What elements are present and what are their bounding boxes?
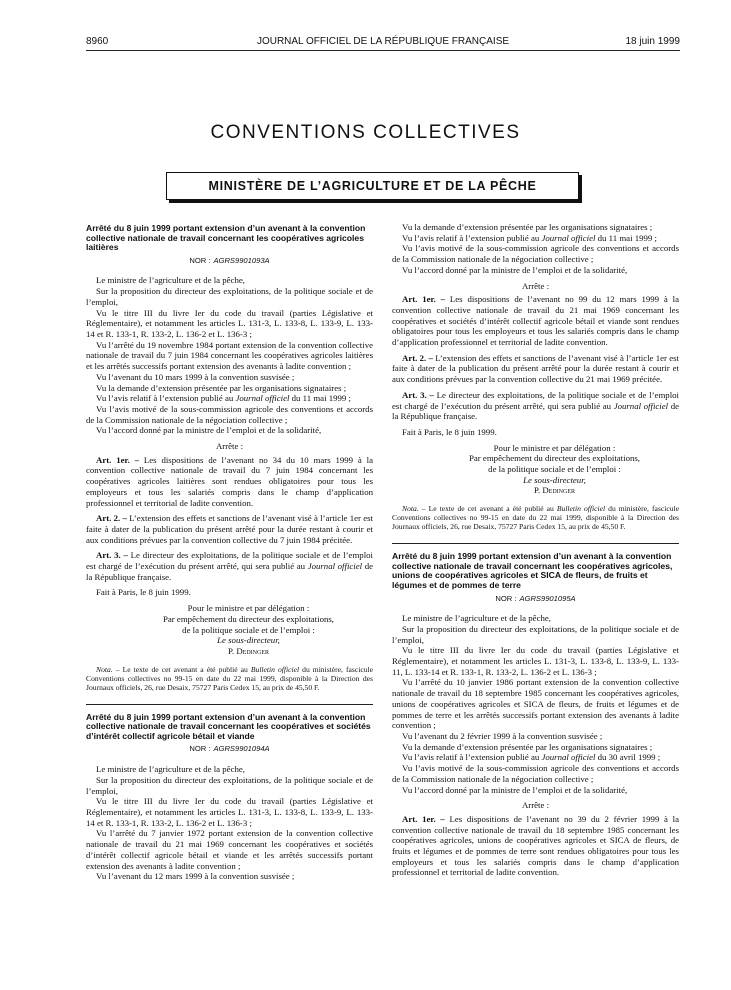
signature-line: de la politique sociale et de l’emploi : bbox=[182, 624, 315, 635]
decree-separator bbox=[392, 543, 679, 544]
left-column bbox=[86, 222, 373, 882]
paragraph: Vu la demande d’extension présentée par les organisations signataires ; bbox=[402, 222, 653, 232]
nor-reference-2: NOR : AGRS9901094A bbox=[189, 744, 270, 754]
paragraph: Vu l’avenant du 2 février 1999 à la convention susvisée ; bbox=[402, 730, 603, 741]
paragraph: Le ministre de l’agriculture et de la pêche, bbox=[96, 764, 245, 775]
paragraph: Le ministre de l’agriculture et de la pêche, bbox=[402, 613, 551, 624]
paragraph: Vu l’avis motivé de la sous-commission agricole des conventions et accords de la Commission nationale de la négociation collective ; bbox=[392, 243, 679, 265]
article-1: Art. 1er. – Les dispositions de l’avenant no 34 du 10 mars 1999 à la convention collective nationale de travail du 7 juin 1984 concernant les coopératives agricoles laitières sont rendues obligatoires pour tous les employeurs et tous les salariés compris dans le champ d’application professionnel et territorial de ladite convention. bbox=[86, 454, 373, 508]
signature-line: de la politique sociale et de l’emploi : bbox=[488, 464, 621, 475]
header-rule bbox=[86, 50, 680, 51]
paragraph: Vu l’arrêté du 7 janvier 1972 portant extension de la convention collective nationale de travail du 21 mai 1969 concernant les coopératives et sociétés d’intérêt collectif agricole bétail et viande et les arrêtés successifs portant extension des avenants à ladite convention ; bbox=[86, 828, 373, 871]
signatory-name: P. Dedinger bbox=[534, 485, 575, 496]
nor-reference-3: NOR : AGRS9901095A bbox=[495, 593, 576, 603]
signature-line: Pour le ministre et par délégation : bbox=[187, 603, 310, 614]
decree-title-2: Arrêté du 8 juin 1999 portant extension d’un avenant à la convention collective nationale de travail concernant les coopératives et sociétés d’intérêt collectif agricole bétail et viande bbox=[86, 711, 371, 741]
paragraph: Vu l’avis relatif à l’extension publié au Journal officiel du 11 mai 1999 ; bbox=[402, 232, 657, 243]
page-header bbox=[86, 34, 680, 48]
paragraph: Vu la demande d’extension présentée par les organisations signataires ; bbox=[96, 382, 347, 393]
arrete-heading: Arrête : bbox=[521, 280, 550, 291]
signature-line: Par empêchement du directeur des exploitations, bbox=[163, 613, 334, 624]
section-title: CONVENTIONS COLLECTIVES bbox=[210, 122, 521, 143]
paragraph: Vu l’arrêté du 19 novembre 1984 portant extension de la convention collective nationale de travail du 7 juin 1984 concernant les coopératives agricoles laitières et les arrêtés successifs portant extension des avenants à ladite convention ; bbox=[86, 339, 373, 372]
paragraph: Sur la proposition du directeur des exploitations, de la politique sociale et de l’emploi, bbox=[392, 623, 679, 645]
nor-reference-1: NOR : AGRS9901093A bbox=[189, 255, 270, 265]
paragraph: Sur la proposition du directeur des exploitations, de la politique sociale et de l’emploi, bbox=[86, 774, 373, 796]
paragraph: Vu l’accord donné par la ministre de l’emploi et de la solidarité, bbox=[402, 264, 628, 275]
ministry-box: MINISTÈRE DE L’AGRICULTURE ET DE LA PÊCHE bbox=[166, 172, 579, 200]
place-date: Fait à Paris, le 8 juin 1999. bbox=[402, 426, 497, 437]
paragraph: Vu l’avis motivé de la sous-commission agricole des conventions et accords de la Commission nationale de la négociation collective ; bbox=[392, 763, 679, 784]
paragraph: Le ministre de l’agriculture et de la pêche, bbox=[96, 275, 245, 286]
arrete-heading: Arrête : bbox=[215, 441, 244, 452]
paragraph: Vu l’avis motivé de la sous-commission agricole des conventions et accords de la Commission nationale de la négociation collective ; bbox=[86, 403, 373, 425]
paragraph: Sur la proposition du directeur des exploitations, de la politique sociale et de l’emploi, bbox=[86, 286, 373, 307]
paragraph: Vu le titre III du livre Ier du code du travail (parties Législative et Réglementaire), et notamment les articles L. 131-3, L. 133-8, L. 133-9, L. 133-14 et R. 133-1, R. 133-2, L. 136-2 et L. 136-3 ; bbox=[86, 307, 373, 339]
article-2: Art. 2. – L’extension des effets et sanctions de l’avenant visé à l’article 1er est faite à dater de la publication du présent arrêté pour la durée restant à courir et aux conditions prévues par la convention collective du 21 mai 1969 précitée. bbox=[392, 352, 680, 385]
paragraph: Vu l’accord donné par la ministre de l’emploi et de la solidarité, bbox=[96, 425, 322, 436]
paragraph: Vu l’avis relatif à l’extension publié au Journal officiel du 11 mai 1999 ; bbox=[96, 393, 351, 404]
nota: Nota. – Le texte de cet avenant a été publié au Bulletin officiel du ministère, fascicule Conventions collectives no 99-15 en date du 22 mai 1999, disponible à la Direction des Journaux officiels, 26, rue Desaix, 75727 Paris Cedex 15, au prix de 45,50 F. bbox=[86, 664, 373, 692]
paragraph: Vu le titre III du livre Ier du code du travail (parties Législative et Réglementaire), et notamment les articles L. 131-3, L. 133-8, L. 133-9, L. 133-11, L. 133-14 et R. 133-1, R. 133-2, L. 136-2 et L. 136-3 ; bbox=[392, 645, 679, 677]
right-column bbox=[392, 222, 679, 878]
signature-line: Par empêchement du directeur des exploitations, bbox=[469, 453, 640, 464]
place-date: Fait à Paris, le 8 juin 1999. bbox=[96, 587, 191, 598]
paragraph: Vu l’avenant du 12 mars 1999 à la convention susvisée ; bbox=[96, 871, 295, 882]
nota: Nota. – Le texte de cet avenant a été publié au Bulletin officiel du ministère, fascicule Conventions collectives no 99-15 en date du 22 mai 1999, disponible à la Direction des Journaux officiels, 26, rue Desaix, 75727 Paris Cedex 15, au prix de 45,50 F. bbox=[392, 504, 679, 532]
signatory-name: P. Dedinger bbox=[228, 645, 269, 656]
arrete-heading: Arrête : bbox=[521, 800, 550, 811]
paragraph: Vu l’avenant du 10 mars 1999 à la convention susvisée ; bbox=[96, 371, 295, 382]
signature-line: Pour le ministre et par délégation : bbox=[493, 442, 616, 453]
issue-date: 18 juin 1999 bbox=[625, 35, 680, 47]
article-3: Art. 3. – Le directeur des exploitations, de la politique sociale et de l’emploi est chargé de l’exécution du présent arrêté, qui sera publié au Journal officiel de la République française. bbox=[86, 550, 374, 582]
article-1: Art. 1er. – Les dispositions de l’avenant no 99 du 12 mars 1999 à la convention collective nationale de travail du 21 mai 1969 concernant les coopératives et sociétés d’intérêt collectif agricole bétail et viande sont rendues obligatoires pour tous les employeurs et tous les salariés compris dans le champ d’application professionnel et territorial de ladite convention. bbox=[392, 294, 679, 348]
signatory-role: Le sous-directeur, bbox=[217, 635, 280, 646]
paragraph: Vu la demande d’extension présentée par les organisations signataires ; bbox=[402, 741, 653, 752]
paragraph: Vu l’accord donné par la ministre de l’emploi et de la solidarité, bbox=[402, 784, 628, 795]
article-3: Art. 3. – Le directeur des exploitations, de la politique sociale et de l’emploi est chargé de l’exécution du présent arrêté, qui sera publié au Journal officiel de la République française. bbox=[392, 389, 680, 422]
decree-separator bbox=[86, 704, 373, 705]
signatory-role: Le sous-directeur, bbox=[523, 474, 586, 485]
decree-title-1: Arrêté du 8 juin 1999 portant extension d’un avenant à la convention collective nationale de travail concernant les coopératives agricoles laitières bbox=[86, 223, 366, 253]
paragraph: Vu le titre III du livre Ier du code du travail (parties Législative et Réglementaire), et notamment les articles L. 131-3, L. 133-8, L. 133-9, L. 133-14 et R. 133-1, R. 133-2, L. 136-2 et L. 136-3 ; bbox=[86, 796, 373, 828]
article-1: Art. 1er. – Les dispositions de l’avenant no 39 du 2 février 1999 à la convention collective nationale de travail du 18 septembre 1985 concernant les coopératives agricoles, unions de coopératives agricoles et SICA de fleurs, de fruits et légumes et de pommes de terre sont rendues obligatoires pour tous les employeurs et tous les salariés compris dans le champ d’application professionnel et territorial de ladite convention. bbox=[392, 813, 679, 878]
decree-title-3: Arrêté du 8 juin 1999 portant extension d’un avenant à la convention collective nationale de travail concernant les coopératives agricoles, unions de coopératives agricoles et SICA de fleurs, de fruits et légumes et de pommes de terre bbox=[392, 551, 673, 590]
page-number: 8960 bbox=[86, 35, 109, 47]
journal-title: JOURNAL OFFICIEL DE LA RÉPUBLIQUE FRANÇAISE bbox=[256, 35, 510, 47]
article-2: Art. 2. – L’extension des effets et sanctions de l’avenant visé à l’article 1er est faite à dater de la publication du présent arrêté pour la durée restant à courir et aux conditions prévues par la convention collective du 7 juin 1984 précitée. bbox=[86, 513, 374, 545]
paragraph: Vu l’arrêté du 10 janvier 1986 portant extension de la convention collective nationale de travail du 18 septembre 1985 concernant les coopératives agricoles, unions de coopératives agricoles et SICA de fleurs, de fruits et légumes et de pommes de terre et les arrêtés successifs portant extension des avenants à ladite convention ; bbox=[392, 677, 679, 731]
paragraph: Vu l’avis relatif à l’extension publié au Journal officiel du 30 avril 1999 ; bbox=[402, 752, 661, 763]
